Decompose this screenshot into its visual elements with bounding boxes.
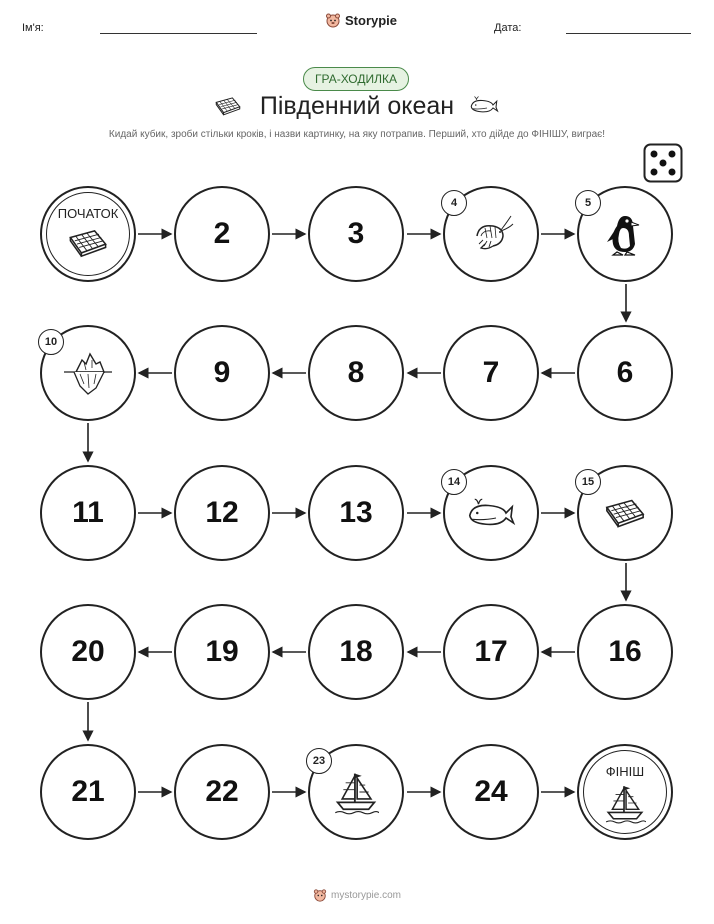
space-number: 20 bbox=[71, 635, 105, 668]
sailboat-icon bbox=[333, 769, 379, 815]
start-label: ПОЧАТОК bbox=[57, 206, 119, 221]
finish-space bbox=[577, 744, 673, 840]
shrimp-icon bbox=[467, 214, 515, 254]
space-number: 8 bbox=[347, 356, 365, 389]
date-label: Дата: bbox=[494, 22, 522, 34]
space-number: 13 bbox=[339, 496, 373, 529]
iceberg-icon bbox=[62, 350, 114, 396]
space-number: 19 bbox=[205, 635, 239, 668]
space-number: 21 bbox=[71, 775, 105, 808]
space-number: 18 bbox=[339, 635, 373, 668]
space-19 bbox=[174, 604, 270, 700]
finish-label: ФІНІШ bbox=[605, 764, 645, 779]
footer bbox=[0, 888, 714, 902]
space-3 bbox=[308, 186, 404, 282]
space-2 bbox=[174, 186, 270, 282]
page-title: Південний океан bbox=[259, 92, 455, 120]
space-17 bbox=[443, 604, 539, 700]
brand-name: Storypie bbox=[345, 12, 398, 28]
space-13 bbox=[308, 465, 404, 561]
whale-icon bbox=[466, 498, 516, 528]
space-22 bbox=[174, 744, 270, 840]
space-12 bbox=[174, 465, 270, 561]
space-number-badge: 15 bbox=[575, 469, 601, 495]
space-number-badge: 23 bbox=[306, 748, 332, 774]
space-number: 12 bbox=[205, 496, 239, 529]
space-number: 16 bbox=[608, 635, 642, 668]
space-20 bbox=[40, 604, 136, 700]
space-8 bbox=[308, 325, 404, 421]
space-number-badge: 5 bbox=[575, 190, 601, 216]
instructions: Кидай кубик, зроби стільки кроків, і назви картинку, на яку потрапив. Перший, хто дійде до ФІНІШУ, виграє! bbox=[108, 129, 606, 140]
space-24 bbox=[443, 744, 539, 840]
space-number-badge: 4 bbox=[441, 190, 467, 216]
space-10 bbox=[40, 325, 136, 421]
space-4 bbox=[443, 186, 539, 282]
name-label: Ім'я: bbox=[22, 22, 44, 34]
space-number: 24 bbox=[474, 775, 508, 808]
space-11 bbox=[40, 465, 136, 561]
space-number-badge: 10 bbox=[38, 329, 64, 355]
space-number-badge: 14 bbox=[441, 469, 467, 495]
space-number: 2 bbox=[213, 217, 231, 250]
space-number: 11 bbox=[72, 496, 104, 529]
space-16 bbox=[577, 604, 673, 700]
start-space bbox=[40, 186, 136, 282]
space-18 bbox=[308, 604, 404, 700]
space-15 bbox=[577, 465, 673, 561]
space-9 bbox=[174, 325, 270, 421]
space-number: 17 bbox=[474, 635, 508, 668]
space-number: 3 bbox=[347, 217, 365, 250]
space-14 bbox=[443, 465, 539, 561]
space-5 bbox=[577, 186, 673, 282]
footer-url[interactable]: mystorypie.com bbox=[330, 889, 401, 901]
space-number: 6 bbox=[616, 356, 634, 389]
sailboat-icon bbox=[604, 782, 646, 824]
space-number: 9 bbox=[213, 356, 231, 389]
space-23 bbox=[308, 744, 404, 840]
game-type-tag: ГРА-ХОДИЛКА bbox=[303, 67, 409, 91]
ice-sheet-icon bbox=[602, 496, 648, 530]
space-number: 7 bbox=[482, 356, 500, 389]
storypie-logo-icon bbox=[313, 888, 327, 902]
penguin-icon bbox=[603, 210, 647, 258]
space-6 bbox=[577, 325, 673, 421]
space-number: 22 bbox=[205, 775, 239, 808]
space-21 bbox=[40, 744, 136, 840]
ice-sheet-icon bbox=[66, 226, 110, 260]
space-7 bbox=[443, 325, 539, 421]
